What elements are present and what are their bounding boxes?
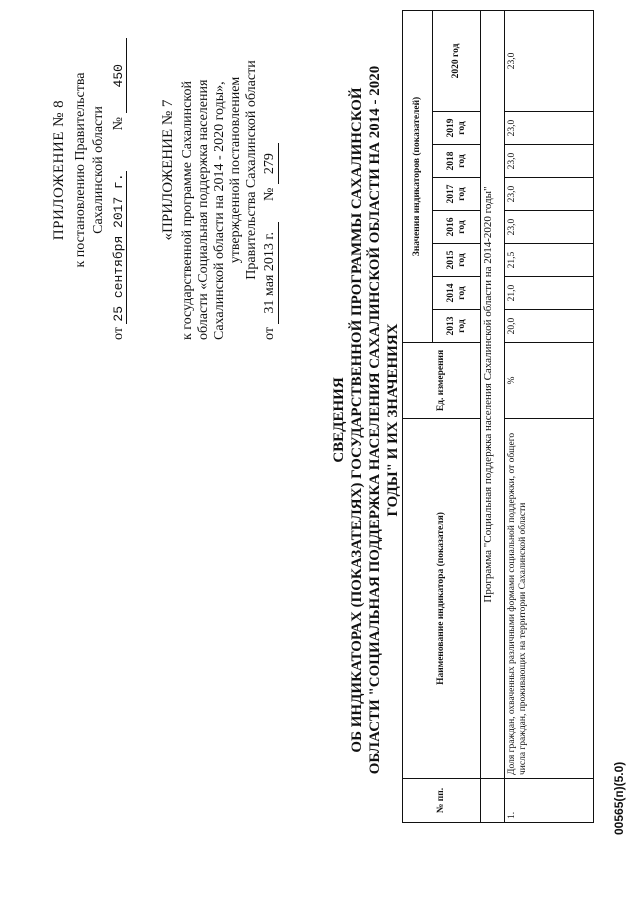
row-value-2019: 23,0 [505,112,594,145]
row-name: Доля граждан, охваченных различными формами социальной поддержки, от общего числа граждан, проживающих на территории Сахалинской области [505,419,594,779]
appendix-7-block [160,0,279,340]
title-line3: ОБЛАСТИ "СОЦИАЛЬНАЯ ПОДДЕРЖКА НАСЕЛЕНИЯ САХАЛИНСКОЙ ОБЛАСТИ НА 2014 - 2020 [367,65,383,775]
program-row-label: Программа "Социальная поддержка населения Сахалинской области на 2014-2020 годы" [481,10,505,778]
appendix-7-line5: Правительства Сахалинской области [244,60,259,280]
title-line2: ОБ ИНДИКАТОРАХ (ПОКАЗАТЕЛЯХ) ГОСУДАРСТВЕННОЙ ПРОГРАММЫ САХАЛИНСКОЙ [349,87,365,753]
year-2017: 2017 год [433,178,481,211]
year-2018: 2018 год [433,145,481,178]
title-line1: СВЕДЕНИЯ [331,377,347,463]
appendix-7-line3: Сахалинской области на 2014 - 2020 годы», [212,81,227,340]
year-2020: 2020 год [433,10,481,111]
appendix-7-number: 279 [262,143,279,184]
row-value-2016: 23,0 [505,211,594,244]
appendix-8-date-prefix: от [111,327,126,340]
appendix-8-line1: к постановлению Правительства [73,72,88,268]
table-row [505,10,594,822]
row-unit: % [505,343,594,419]
appendix-8-line2: Сахалинской области [91,106,106,234]
header-unit: Ед. измерения [403,343,481,419]
appendix-8-number-sign: № [111,116,126,131]
appendix-8-number: 450 [111,38,127,113]
program-row [481,10,505,822]
year-2015: 2015 год [433,244,481,277]
year-2019: 2019 год [433,112,481,145]
title-line4: ГОДЫ" И ИХ ЗНАЧЕНИЯХ [385,323,401,517]
appendix-7-date: 31 мая 2013 г. [262,222,279,324]
year-2013: 2013 год [433,310,481,343]
row-value-2017: 23,0 [505,178,594,211]
appendix-7-heading: «ПРИЛОЖЕНИЕ № 7 [160,99,176,241]
header-values: Значения индикаторов (показателей) [403,10,433,342]
indicators-table [402,11,594,823]
year-2014: 2014 год [433,277,481,310]
row-value-2020: 23,0 [505,10,594,111]
row-num: 1. [505,779,594,823]
header-num: № пп. [403,779,481,823]
appendix-8-block [50,0,128,340]
appendix-7-line4: утвержденной постановлением [228,76,243,264]
appendix-7-date-row [262,0,279,340]
row-value-2015: 21,5 [505,244,594,277]
appendix-8-date: 25 сентября 2017 г. [111,173,126,322]
appendix-7-number-sign: № [262,187,277,201]
appendix-8-heading: ПРИЛОЖЕНИЕ № 8 [51,99,67,241]
table-header-row [403,10,433,822]
row-value-2018: 23,0 [505,145,594,178]
row-value-2014: 21,0 [505,277,594,310]
row-value-2013: 20,0 [505,310,594,343]
year-2016: 2016 год [433,211,481,244]
footer-code: 00565(п)(5.0) [612,761,626,835]
appendix-7-line1: к государственной программе Сахалинской [180,81,195,340]
appendix-8-date-row [110,0,128,340]
document-title [330,0,402,845]
appendix-7-date-prefix: от [262,327,277,340]
appendix-7-line2: области «Социальная поддержка населения [196,79,211,340]
header-name: Наименование индикатора (показателя) [403,419,481,779]
